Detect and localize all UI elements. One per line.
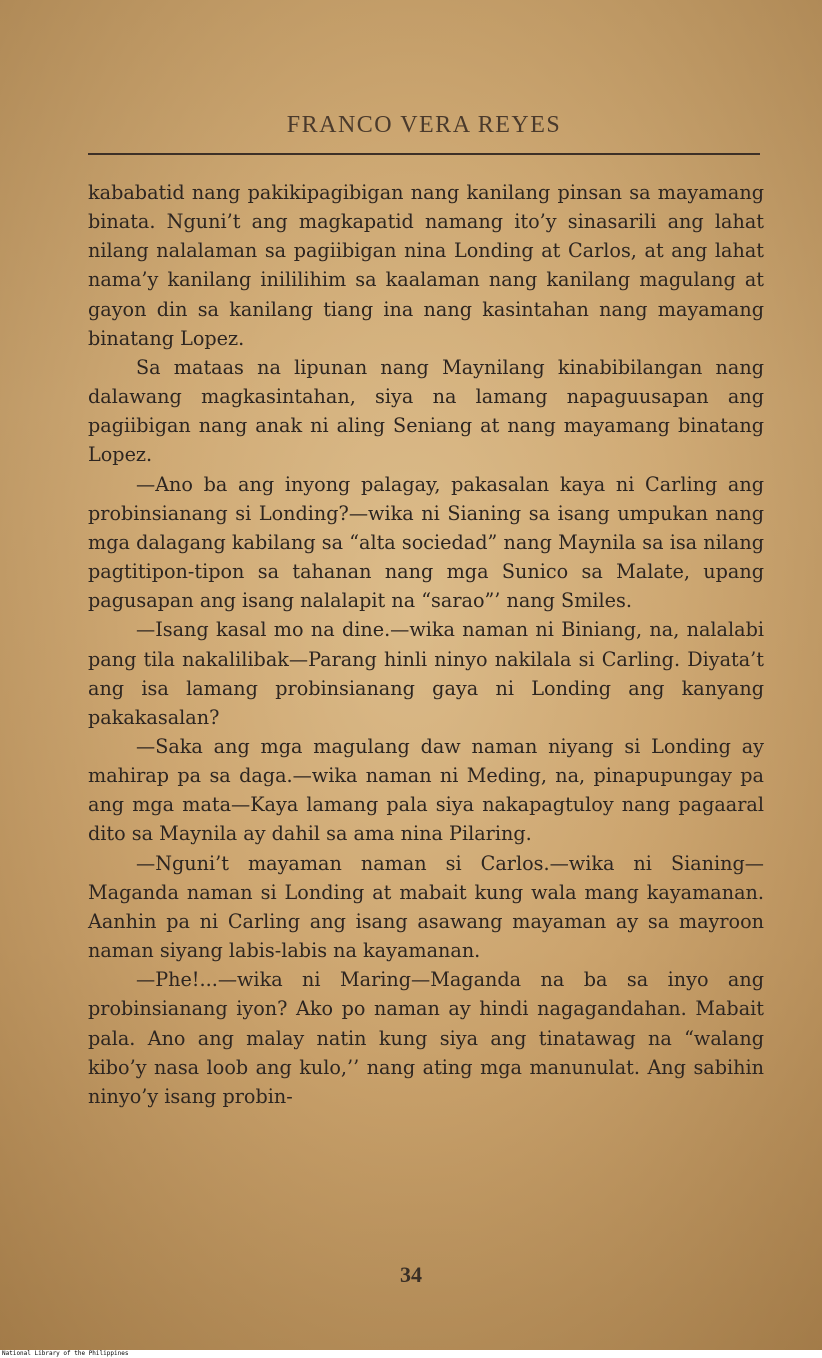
- running-header: FRANCO VERA REYES: [286, 112, 562, 138]
- body-text: [88, 178, 764, 1111]
- page-number: 34: [400, 1262, 422, 1287]
- paragraph: kababatid nang pakikipagibigan nang kanilang pinsan sa mayamang binata. Nguni’t ang magkapatid namang ito’y sinasarili ang lahat nilang nalalaman sa pagiibigan nina Londing at Carlos, at ang lahat nama’y kanilang inililihim sa kaalaman nang kanilang magulang at gayon din sa kanilang tiang ina nang kasintahan nang mayamang binatang Lopez.: [88, 181, 764, 350]
- paragraph: —Saka ang mga magulang daw naman niyang si Londing ay mahirap pa sa daga.—wika naman ni Meding, na, pinapupungay pa ang mga mata—Kaya lamang pala siya nakapagtuloy nang pagaaral dito sa Maynila ay dahil sa ama nina Pilaring.: [88, 734, 764, 846]
- paragraph: Sa mataas na lipunan nang Maynilang kinabibilangan nang dalawang magkasintahan, siya na lamang napaguusapan ang pagiibigan nang anak ni aling Seniang at nang mayamang binatang Lopez.: [88, 355, 764, 467]
- paragraph: —Nguni’t mayaman naman si Carlos.—wika ni Sianing—Maganda naman si Londing at mabait kung wala mang kayamanan. Aanhin pa ni Carling ang isang asawang mayaman ay sa mayroon naman siyang labis-labis na kayamanan.: [88, 851, 764, 963]
- source-credit: National Library of the Philippines: [2, 1350, 129, 1357]
- paragraph: —Phe!...—wika ni Maring—Maganda na ba sa inyo ang probinsianang iyon? Ako po naman ay hindi nagagandahan. Mabait pala. Ano ang malay natin kung siya ang tinatawag na “walang kibo’y nasa loob ang kulo,’’ nang ating mga manunulat. Ang sabihin ninyo’y isang probin-: [88, 968, 764, 1108]
- header-rule: [88, 153, 760, 155]
- paragraph: —Isang kasal mo na dine.—wika naman ni Biniang, na, nalalabi pang tila nakalilibak—Parang hinli ninyo nakilala si Carling. Diyata’t ang isa lamang probinsianang gaya ni Londing ang kanyang pakakasalan?: [88, 618, 764, 729]
- paragraph: —Ano ba ang inyong palagay, pakasalan kaya ni Carling ang probinsianang si Londing?—wika ni Sianing sa isang umpukan nang mga dalagang kabilang sa “alta sociedad” nang Maynila sa isa nilang pagtitipon-tipon sa tahanan nang mga Sunico sa Malate, upang pagusapan ang isang nalalapit na “sarao”’ nang Smiles.: [88, 472, 764, 613]
